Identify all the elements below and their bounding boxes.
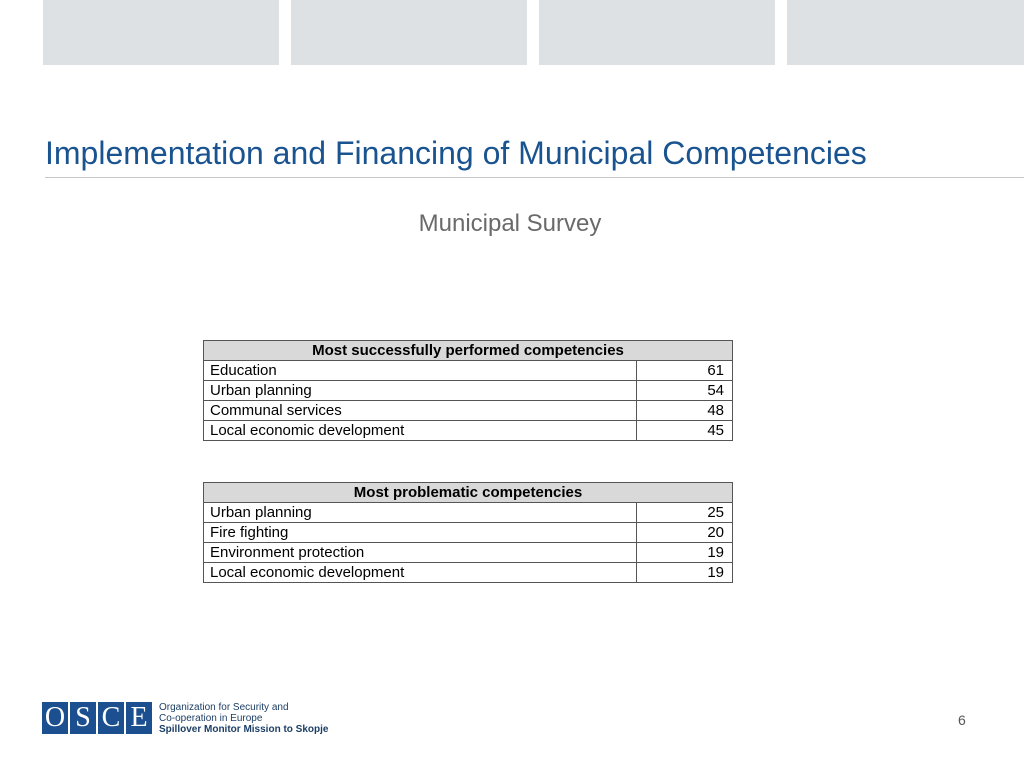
successful-competencies-table bbox=[203, 340, 733, 441]
row-value: 19 bbox=[637, 563, 733, 583]
table-row bbox=[204, 563, 733, 583]
osce-logo bbox=[42, 702, 328, 734]
row-value: 19 bbox=[637, 543, 733, 563]
slide-title: Implementation and Financing of Municipal Competencies bbox=[45, 135, 867, 171]
table-header-row bbox=[204, 483, 733, 503]
header-decor-block-4 bbox=[787, 0, 1024, 65]
problematic-competencies-table bbox=[203, 482, 733, 583]
logo-letter: C bbox=[98, 702, 124, 734]
row-value: 54 bbox=[637, 381, 733, 401]
row-label: Urban planning bbox=[204, 381, 637, 401]
table-header-row bbox=[204, 341, 733, 361]
slide-subtitle: Municipal Survey bbox=[418, 210, 602, 237]
row-label: Urban planning bbox=[204, 503, 637, 523]
title-divider bbox=[45, 177, 1024, 178]
row-label: Fire fighting bbox=[204, 523, 637, 543]
table-header: Most problematic competencies bbox=[204, 483, 733, 503]
table-row bbox=[204, 381, 733, 401]
table-row bbox=[204, 401, 733, 421]
table-header: Most successfully performed competencies bbox=[204, 341, 733, 361]
row-value: 25 bbox=[637, 503, 733, 523]
header-decor-block-3 bbox=[539, 0, 775, 65]
row-value: 61 bbox=[637, 361, 733, 381]
row-label: Education bbox=[204, 361, 637, 381]
mission-name: Spillover Monitor Mission to Skopje bbox=[159, 723, 329, 735]
header-decor-block-2 bbox=[291, 0, 527, 65]
row-label: Communal services bbox=[204, 401, 637, 421]
osce-logo-mark bbox=[42, 702, 154, 734]
org-name-line-1: Organization for Security and bbox=[159, 701, 289, 713]
table-row bbox=[204, 523, 733, 543]
table-row bbox=[204, 421, 733, 441]
logo-letter: S bbox=[70, 702, 96, 734]
table-row bbox=[204, 361, 733, 381]
row-label: Environment protection bbox=[204, 543, 637, 563]
table-row bbox=[204, 543, 733, 563]
org-name-line-2: Co-operation in Europe bbox=[159, 712, 263, 724]
page-number: 6 bbox=[958, 712, 966, 728]
row-label: Local economic development bbox=[204, 421, 637, 441]
logo-letter: O bbox=[42, 702, 68, 734]
row-value: 20 bbox=[637, 523, 733, 543]
row-label: Local economic development bbox=[204, 563, 637, 583]
row-value: 45 bbox=[637, 421, 733, 441]
organization-name bbox=[159, 702, 328, 735]
logo-letter: E bbox=[126, 702, 152, 734]
row-value: 48 bbox=[637, 401, 733, 421]
table-row bbox=[204, 503, 733, 523]
header-decor-block-1 bbox=[43, 0, 279, 65]
